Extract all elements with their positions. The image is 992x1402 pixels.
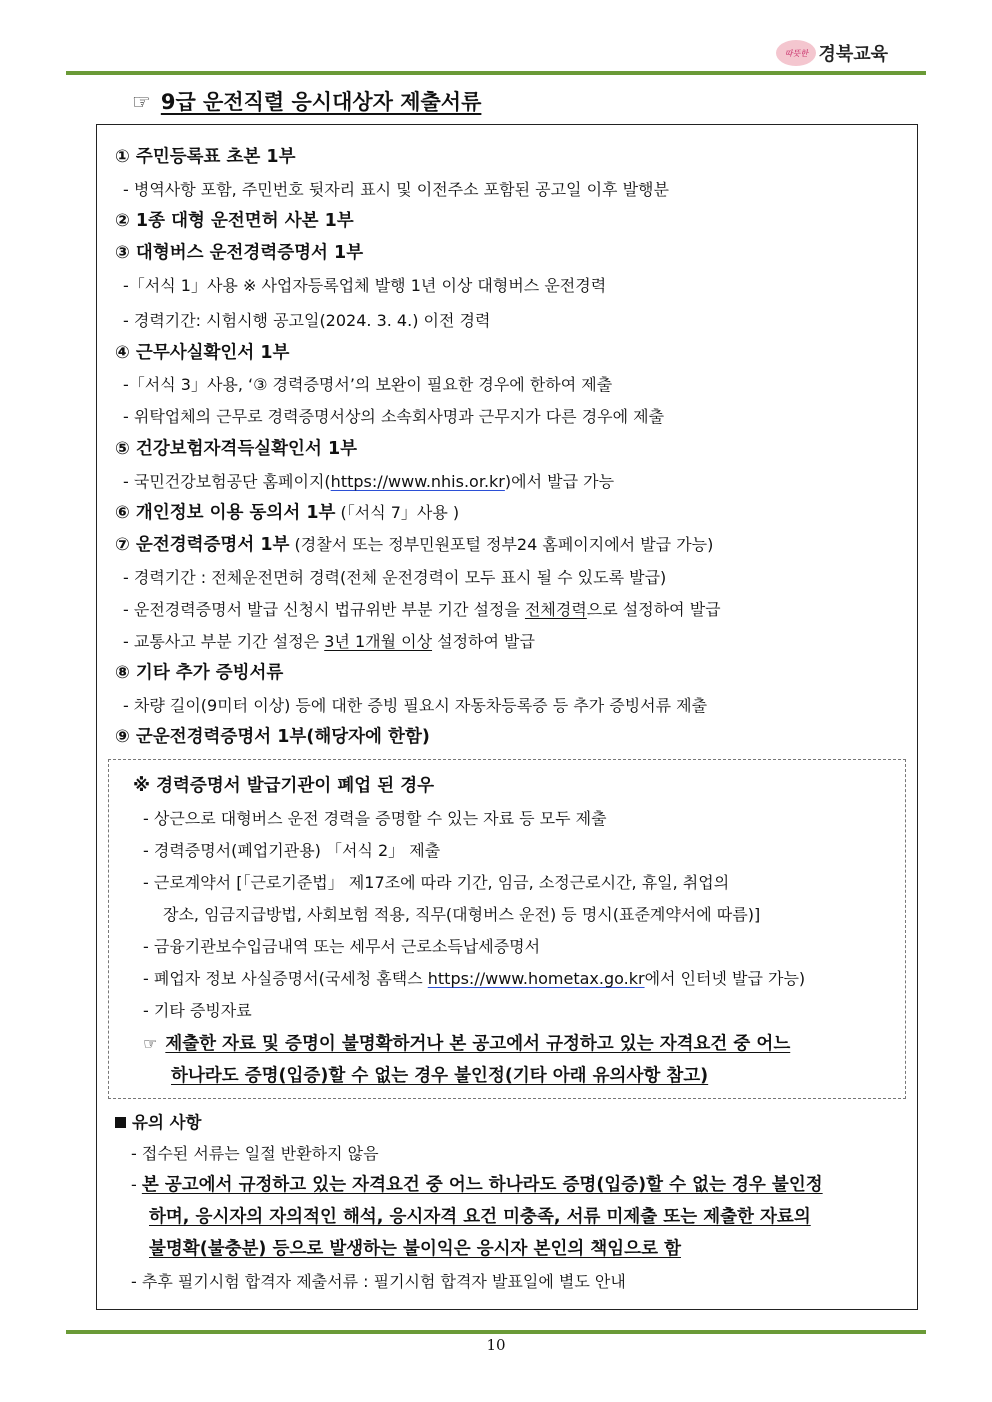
- item-5-detail-pre: - 국민건강보험공단 홈페이지(: [123, 472, 331, 491]
- item-3-detail-b: - 경력기간: 시험시행 공고일(2024. 3. 4.) 이전 경력: [123, 311, 491, 330]
- caution-heading: [115, 1109, 202, 1133]
- notice-warning-text-2: 하나라도 증명(입증)할 수 없는 경우 불인정(기타 아래 유의사항 참고): [171, 1066, 709, 1086]
- item-9-title: ⑨ 군운전경력증명서 1부(해당자에 한함): [115, 727, 430, 747]
- item-7-detail-c-underlined: 3년 1개월 이상: [324, 632, 433, 651]
- notice-item-3a: - 근로계약서 [「근로기준법」 제17조에 따라 기간, 임금, 소정근로시간, 휴일, 취업의: [143, 873, 730, 892]
- item-7: [115, 531, 713, 556]
- nhis-link[interactable]: https://www.nhis.or.kr: [330, 472, 505, 491]
- item-7-detail-c: [123, 629, 535, 652]
- item-7-detail-b-underlined: 전체경력: [524, 600, 587, 619]
- top-green-rule: [66, 71, 926, 75]
- pointing-hand-icon: ☞: [143, 1034, 158, 1053]
- section-heading: [132, 86, 481, 116]
- item-6-title: ⑥ 개인정보 이용 동의서 1부: [115, 503, 336, 523]
- notice-warning-text-1: 제출한 자료 및 증명이 불명확하거나 본 공고에서 규정하고 있는 자격요건 중 어느: [165, 1034, 791, 1054]
- item-5-title: ⑤ 건강보험자격득실확인서 1부: [115, 439, 358, 459]
- caution-item-2a: [131, 1171, 823, 1196]
- header-logo: [776, 40, 888, 66]
- pointing-hand-icon: ☞: [132, 90, 151, 114]
- item-1-detail: - 병역사항 포함, 주민번호 뒷자리 표시 및 이전주소 포함된 공고일 이후 발행분: [123, 180, 669, 199]
- item-6: [115, 499, 459, 524]
- notice-item-5-pre: - 폐업자 정보 사실증명서(국세청 홈택스: [143, 969, 428, 988]
- item-4-detail-b: - 위탁업체의 근무로 경력증명서상의 소속회사명과 근무지가 다른 경우에 제출: [123, 407, 665, 426]
- item-3-title: ③ 대형버스 운전경력증명서 1부: [115, 243, 364, 263]
- caution-title: 유의 사항: [132, 1113, 202, 1132]
- notice-item-5-post: 에서 인터넷 발급 가능): [644, 969, 806, 988]
- item-3-detail-a: -「서식 1」사용 ※ 사업자등록업체 발행 1년 이상 대형버스 운전경력: [123, 276, 607, 295]
- black-square-icon: [115, 1117, 126, 1128]
- logo-text: 경북교육: [818, 44, 888, 65]
- item-8-detail: - 차량 길이(9미터 이상) 등에 대한 증빙 필요시 자동차등록증 등 추가 증빙서류 제출: [123, 696, 708, 715]
- notice-item-4: - 금융기관보수입금내역 또는 세무서 근로소득납세증명서: [143, 937, 541, 956]
- item-7-detail-c-pre: - 교통사고 부분 기간 설정은: [123, 632, 325, 651]
- notice-item-2: - 경력증명서(폐업기관용) 「서식 2」 제출: [143, 841, 441, 860]
- closed-business-notice-box: [108, 759, 906, 1099]
- item-7-detail-b: [123, 597, 721, 620]
- hometax-link[interactable]: https://www.hometax.go.kr: [427, 969, 645, 988]
- item-7-detail-a: - 경력기간 : 전체운전면허 경력(전체 운전경력이 모두 표시 될 수 있도록 발급): [123, 568, 667, 587]
- item-4-detail-a: -「서식 3」사용, ‘③ 경력증명서’의 보완이 필요한 경우에 한하여 제출: [123, 375, 613, 394]
- caution-item-1: - 접수된 서류는 일절 반환하지 않음: [131, 1144, 379, 1163]
- notice-warning-line-1: [143, 1030, 790, 1055]
- item-8-title: ⑧ 기타 추가 증빙서류: [115, 663, 284, 683]
- notice-title: ※ 경력증명서 발급기관이 폐업 된 경우: [133, 776, 435, 796]
- notice-item-6: - 기타 증빙자료: [143, 1001, 252, 1020]
- caution-item-2-text-c: 불명확(불충분) 등으로 발생하는 불이익은 응시자 본인의 책임으로 함: [149, 1239, 681, 1259]
- item-2-title: ② 1종 대형 운전면허 사본 1부: [115, 211, 354, 231]
- bottom-green-rule: [66, 1330, 926, 1334]
- item-5-detail: [123, 469, 614, 492]
- document-list-box: [96, 124, 918, 1310]
- item-6-note: (「서식 7」사용 ): [335, 503, 460, 522]
- caution-item-2-text-b: 하며, 응시자의 자의적인 해석, 응시자격 요건 미충족, 서류 미제출 또는 제출한 자료의: [149, 1207, 811, 1227]
- item-4-title: ④ 근무사실확인서 1부: [115, 343, 290, 363]
- item-7-detail-b-pre: - 운전경력증명서 발급 신청시 법규위반 부분 기간 설정을: [123, 600, 525, 619]
- item-7-title: ⑦ 운전경력증명서 1부: [115, 535, 290, 555]
- item-7-detail-c-post: 설정하여 발급: [432, 632, 535, 651]
- caution-item-3: - 추후 필기시험 합격자 제출서류 : 필기시험 합격자 발표일에 별도 안내: [131, 1272, 626, 1291]
- caution-item-2-dash: -: [131, 1175, 142, 1194]
- section-heading-text: 9급 운전직렬 응시대상자 제출서류: [160, 90, 482, 114]
- notice-item-3b: 장소, 임금지급방법, 사회보험 적용, 직무(대형버스 운전) 등 명시(표준계약서에 따름)]: [163, 905, 761, 924]
- caution-item-2-text-a: 본 공고에서 규정하고 있는 자격요건 중 어느 하나라도 증명(입증)할 수 없는 경우 불인정: [141, 1175, 823, 1195]
- notice-item-5: [143, 966, 805, 989]
- logo-seal: 따뜻한: [776, 40, 816, 66]
- item-7-detail-b-post: 으로 설정하여 발급: [586, 600, 721, 619]
- page-number: 10: [486, 1336, 506, 1354]
- item-7-note: (경찰서 또는 정부민원포털 정부24 홈페이지에서 발급 가능): [289, 535, 714, 554]
- notice-item-1: - 상근으로 대형버스 운전 경력을 증명할 수 있는 자료 등 모두 제출: [143, 809, 607, 828]
- item-5-detail-post: )에서 발급 가능: [504, 472, 615, 491]
- item-1-title: ① 주민등록표 초본 1부: [115, 147, 296, 167]
